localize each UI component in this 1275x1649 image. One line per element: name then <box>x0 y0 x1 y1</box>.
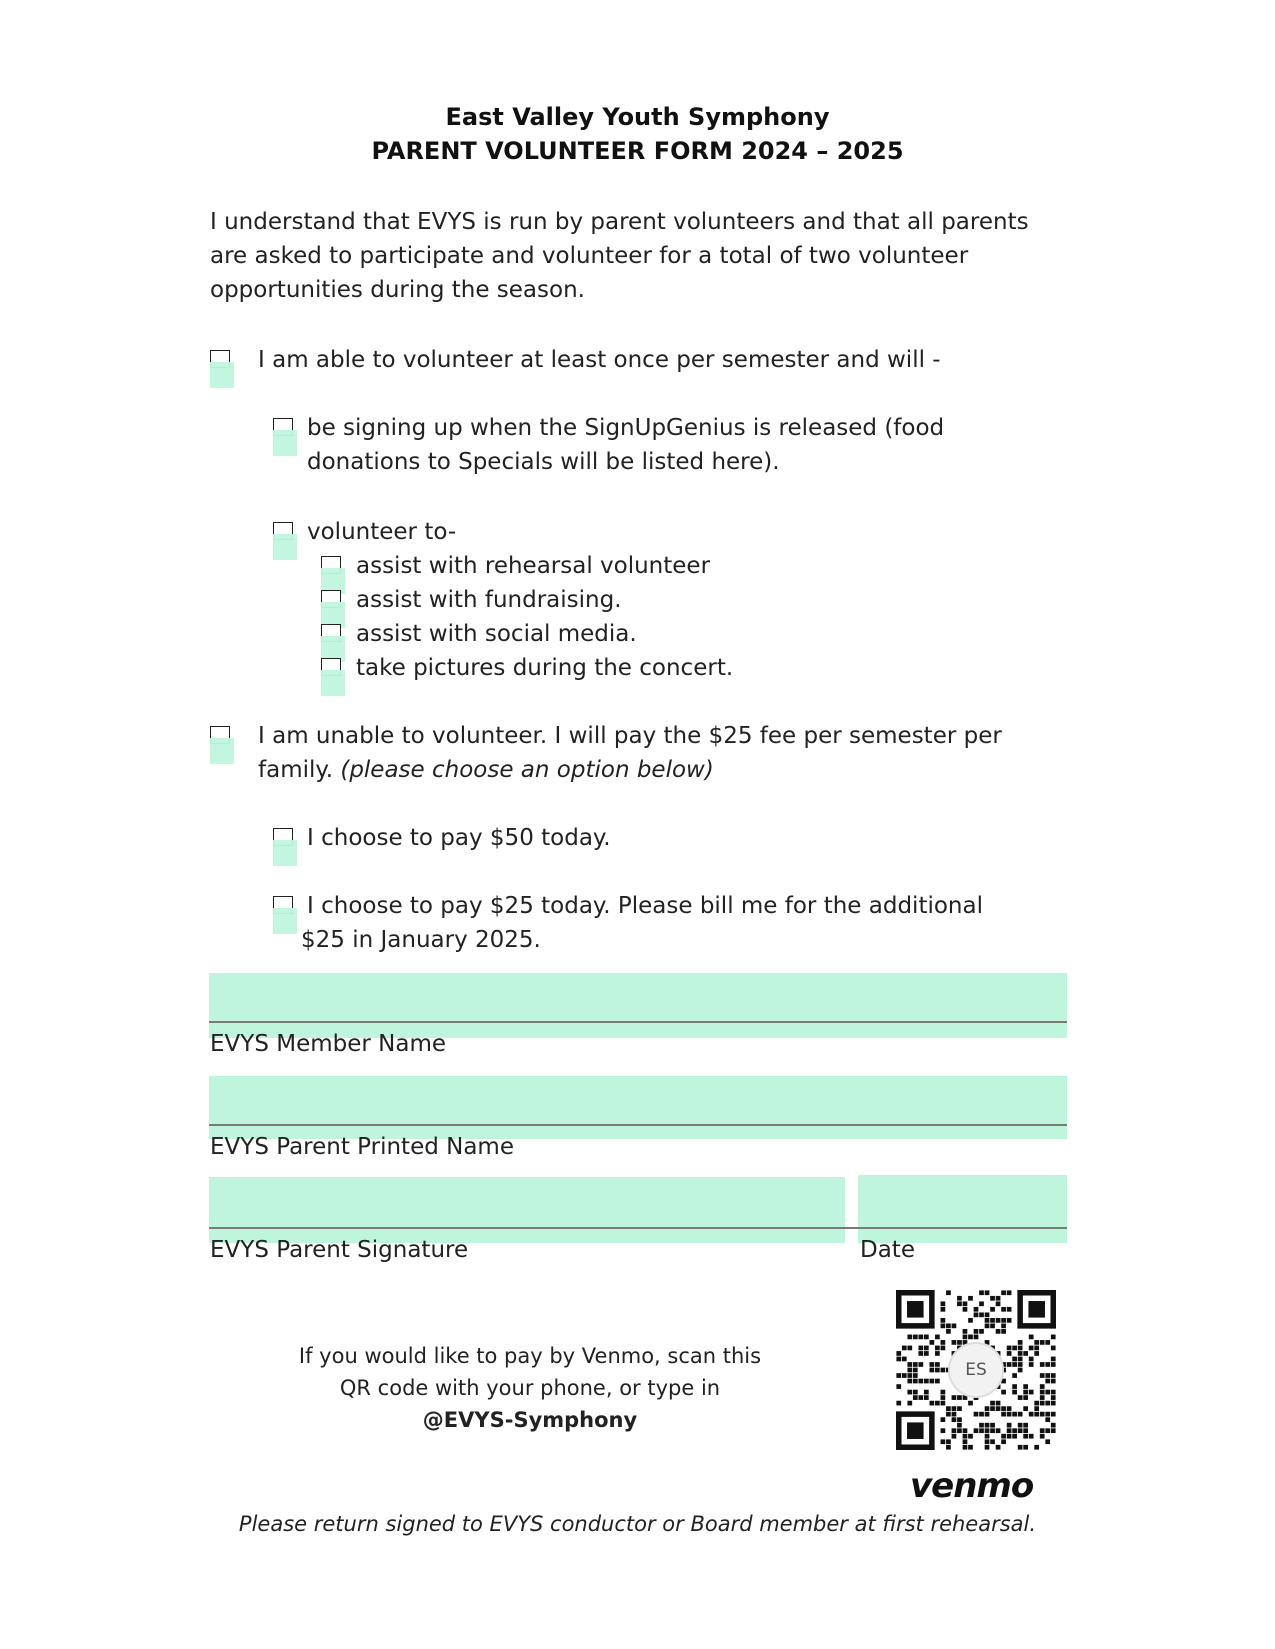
concert-pictures-label: take pictures during the concert. <box>356 655 734 681</box>
venmo-instructions-line-1: If you would like to pay by Venmo, scan this <box>298 1344 762 1368</box>
signupgenius-label-line-1: be signing up when the SignUpGenius is released (food <box>307 415 945 441</box>
member-name-label: EVYS Member Name <box>210 1031 446 1057</box>
concert-pictures-checkbox[interactable] <box>321 658 345 698</box>
parent-printed-name-label: EVYS Parent Printed Name <box>210 1134 514 1160</box>
venmo-handle: @EVYS-Symphony <box>422 1408 638 1432</box>
able-to-volunteer-checkbox[interactable] <box>210 350 234 390</box>
org-title: East Valley Youth Symphony <box>445 103 830 131</box>
venmo-instructions <box>260 1340 800 1436</box>
form-title: PARENT VOLUNTEER FORM 2024 – 2025 <box>371 137 904 165</box>
choose-option-hint: (please choose an option below) <box>340 757 714 783</box>
able-to-volunteer-label: I am able to volunteer at least once per semester and will - <box>258 347 941 373</box>
pay-25-checkbox[interactable] <box>273 896 297 936</box>
parent-printed-name-underline <box>209 1124 1067 1126</box>
member-name-field[interactable] <box>209 973 1067 1038</box>
unable-to-volunteer-checkbox[interactable] <box>210 726 234 766</box>
parent-printed-name-field[interactable] <box>209 1076 1067 1139</box>
intro-line-1: I understand that EVYS is run by parent volunteers and that all parents <box>210 209 1029 235</box>
venmo-instructions-line-2: QR code with your phone, or type in <box>339 1376 721 1400</box>
signupgenius-checkbox[interactable] <box>273 418 297 458</box>
parent-signature-field[interactable] <box>209 1177 845 1243</box>
signature-date-underline <box>209 1227 1067 1229</box>
intro-line-2: are asked to participate and volunteer for a total of two volunteer <box>210 243 969 269</box>
volunteer-to-checkbox[interactable] <box>273 522 297 562</box>
volunteer-to-label: volunteer to- <box>307 519 457 545</box>
date-label: Date <box>860 1237 915 1263</box>
unable-to-volunteer-label-line-1: I am unable to volunteer. I will pay the $25 fee per semester per <box>258 723 1002 749</box>
rehearsal-volunteer-label: assist with rehearsal volunteer <box>356 553 711 579</box>
social-media-label: assist with social media. <box>356 621 637 647</box>
signupgenius-label-line-2: donations to Specials will be listed here). <box>307 449 780 475</box>
parent-signature-label: EVYS Parent Signature <box>210 1237 469 1263</box>
qr-center-badge: ES <box>948 1342 1004 1398</box>
pay-25-label-line-2: $25 in January 2025. <box>301 927 541 953</box>
venmo-qr-code[interactable] <box>896 1290 1056 1450</box>
date-field[interactable] <box>858 1175 1067 1243</box>
pay-50-checkbox[interactable] <box>273 828 297 868</box>
intro-line-3: opportunities during the season. <box>210 277 585 303</box>
fundraising-label: assist with fundraising. <box>356 587 622 613</box>
pay-25-label-line-1: I choose to pay $25 today. Please bill me for the additional <box>307 893 983 919</box>
member-name-underline <box>209 1021 1067 1023</box>
return-instructions: Please return signed to EVYS conductor or Board member at first rehearsal. <box>238 1512 1037 1536</box>
unable-to-volunteer-label-line-2: family. (please choose an option below) <box>258 757 714 783</box>
venmo-logo: venmo <box>910 1466 1034 1506</box>
pay-50-label: I choose to pay $50 today. <box>307 825 611 851</box>
